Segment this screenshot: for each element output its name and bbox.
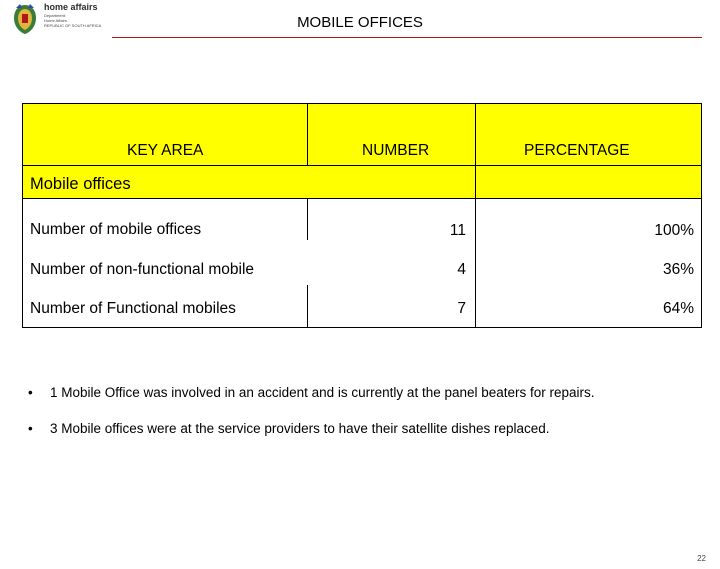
bullet-icon: • <box>28 421 33 436</box>
note-text: 1 Mobile Office was involved in an accident and is currently at the panel beaters for repairs. <box>50 385 595 400</box>
table-border-left <box>22 103 23 328</box>
table-border-col1-body <box>307 198 308 240</box>
notes-list <box>28 385 708 457</box>
table-border-top <box>22 103 702 104</box>
column-header-number: NUMBER <box>362 142 430 159</box>
page-title: MOBILE OFFICES <box>297 14 423 31</box>
row-number: 4 <box>457 261 466 278</box>
row-label: Number of Functional mobiles <box>30 300 236 317</box>
list-item <box>28 385 708 421</box>
table-border-right <box>701 103 702 328</box>
title-divider <box>112 37 702 38</box>
column-header-percentage: PERCENTAGE <box>524 142 630 159</box>
list-item <box>28 421 708 457</box>
table-border-section <box>22 198 702 199</box>
logo-sub-line: Home Affairs <box>44 18 67 23</box>
table-border-bottom <box>22 327 702 328</box>
row-percent: 64% <box>662 300 694 317</box>
table-border-header <box>22 165 702 166</box>
bullet-icon: • <box>28 385 33 400</box>
row-number: 11 <box>449 222 466 239</box>
row-number: 7 <box>457 300 466 317</box>
mobile-offices-table <box>22 103 702 328</box>
table-border-col1-body <box>307 285 308 327</box>
logo-brand-text: home affairs <box>44 2 98 12</box>
row-percent: 100% <box>654 222 694 239</box>
note-text: 3 Mobile offices were at the service providers to have their satellite dishes replaced. <box>50 421 550 436</box>
row-percent: 36% <box>662 261 694 278</box>
logo-sub-line: Department: <box>44 13 67 18</box>
section-label: Mobile offices <box>30 175 131 193</box>
table-border-col1 <box>307 103 308 165</box>
table-border-col2 <box>475 103 476 328</box>
row-label: Number of non-functional mobile <box>30 261 255 278</box>
row-label: Number of mobile offices <box>30 221 202 238</box>
page-number: 22 <box>697 554 706 563</box>
column-header-key-area: KEY AREA <box>127 142 204 159</box>
logo-sub-line: REPUBLIC OF SOUTH AFRICA <box>44 23 102 28</box>
